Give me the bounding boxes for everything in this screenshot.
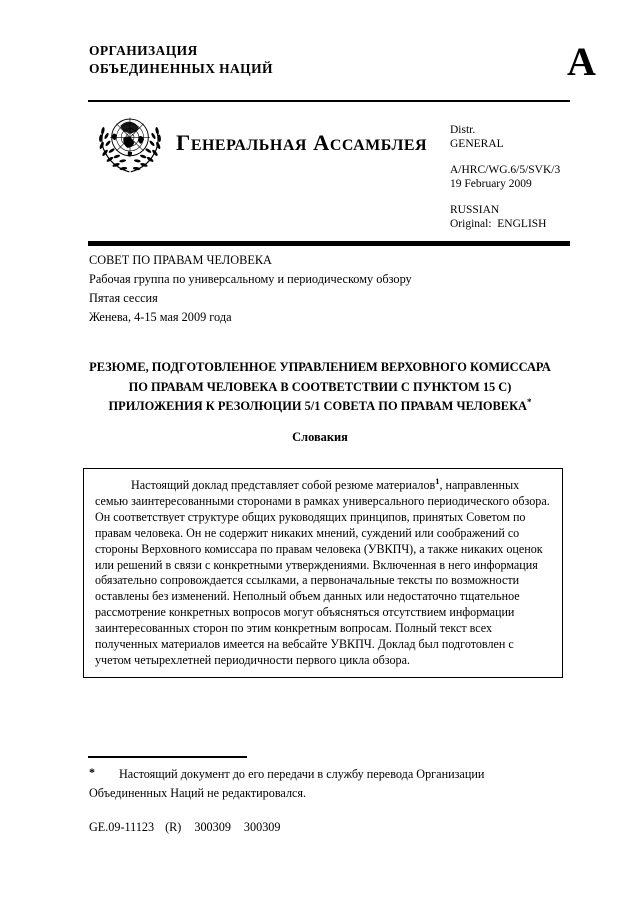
title-footnote-marker: * — [527, 396, 532, 407]
title-line-1: РЕЗЮМЕ, ПОДГОТОВЛЕННОЕ УПРАВЛЕНИЕМ ВЕРХОВНОГО КОМИССАРА — [89, 360, 551, 374]
title-line-2: ПО ПРАВАМ ЧЕЛОВЕКА В СООТВЕТСТВИИ С ПУНКТОМ 15 С) — [128, 379, 512, 394]
original-language — [450, 218, 620, 232]
header-rule — [88, 100, 570, 102]
processing-code-1: 300309 — [194, 820, 231, 834]
footnote — [89, 763, 525, 803]
title-line-3: ПРИЛОЖЕНИЯ К РЕЗОЛЮЦИИ 5/1 СОВЕТА ПО ПРАВАМ ЧЕЛОВЕКА* — [108, 396, 532, 413]
council-name: СОВЕТ ПО ПРАВАМ ЧЕЛОВЕКА — [89, 253, 272, 267]
language-code: (R) — [165, 820, 182, 834]
assembly-title: Генеральная Ассамблея — [176, 130, 428, 155]
footnote-marker: * — [89, 765, 95, 779]
processing-code-2: 300309 — [243, 820, 281, 834]
distr-value: GENERAL — [450, 137, 504, 150]
footnote-separator — [88, 756, 247, 758]
country-name: Словакия — [292, 429, 348, 444]
document-language: RUSSIAN — [450, 204, 500, 216]
document-reference-line — [89, 819, 280, 835]
footnote-ref-1: 1 — [435, 475, 440, 486]
org-name-line2: ОБЪЕДИНЕННЫХ НАЦИЙ — [89, 61, 273, 76]
un-emblem-icon — [93, 111, 167, 177]
summary-box — [83, 468, 563, 678]
summary-paragraph: Настоящий доклад представляет собой резюме материалов$^1$, направленных семью заинтересованными сторонами в рамках универсального периодического обзора. Он соответствует структуре общих руководящих принципов, принятых Советом по правам человека. Он не содержит никаких мнений, суждений или соображений со стороны Верховного комиссара по правам человека (УВКПЧ), а также никаких оценок или решений в связи с конкретными утверждениями. Включенная в него информация обязательно сопровождается ссылками, а первоначальные тексты по возможности оставлены без изменений. Неполный объем данных или недостаточно тщательное рассмотрение конкретных вопросов могут объясняться отсутствием информации заинтересованных сторон по этим конкретным вопросам. Полный текст всех полученных материалов имеется на вебсайте УВКПЧ. Доклад был подготовлен с учетом четырехлетней периодичности первого цикла обзора. — [95, 475, 550, 667]
working-group-name: Рабочая группа по универсальному и периодическому обзору — [89, 272, 412, 286]
document-date: 19 February 2009 — [450, 177, 532, 190]
footnote-text: Настоящий документ до его передачи в службу перевода Организации Объединенных Наций не редактировался. — [89, 767, 485, 800]
document-symbol: A/HRC/WG.6/5/SVK/3 — [450, 164, 561, 176]
session-venue-dates: Женева, 4-15 мая 2009 года — [89, 310, 232, 324]
original-label: Original: — [450, 217, 492, 230]
masthead-rule — [88, 241, 570, 246]
session-number: Пятая сессия — [89, 291, 158, 305]
original-value: ENGLISH — [497, 217, 547, 230]
document-title — [79, 358, 561, 447]
ge-number: GE.09-11123 — [89, 820, 155, 834]
document-series-letter: A — [567, 39, 596, 84]
org-name — [89, 42, 273, 78]
document-info — [450, 124, 620, 231]
distr-label: Distr. — [450, 124, 476, 136]
session-info — [89, 251, 571, 327]
org-name-line1: ОРГАНИЗАЦИЯ — [89, 43, 198, 58]
